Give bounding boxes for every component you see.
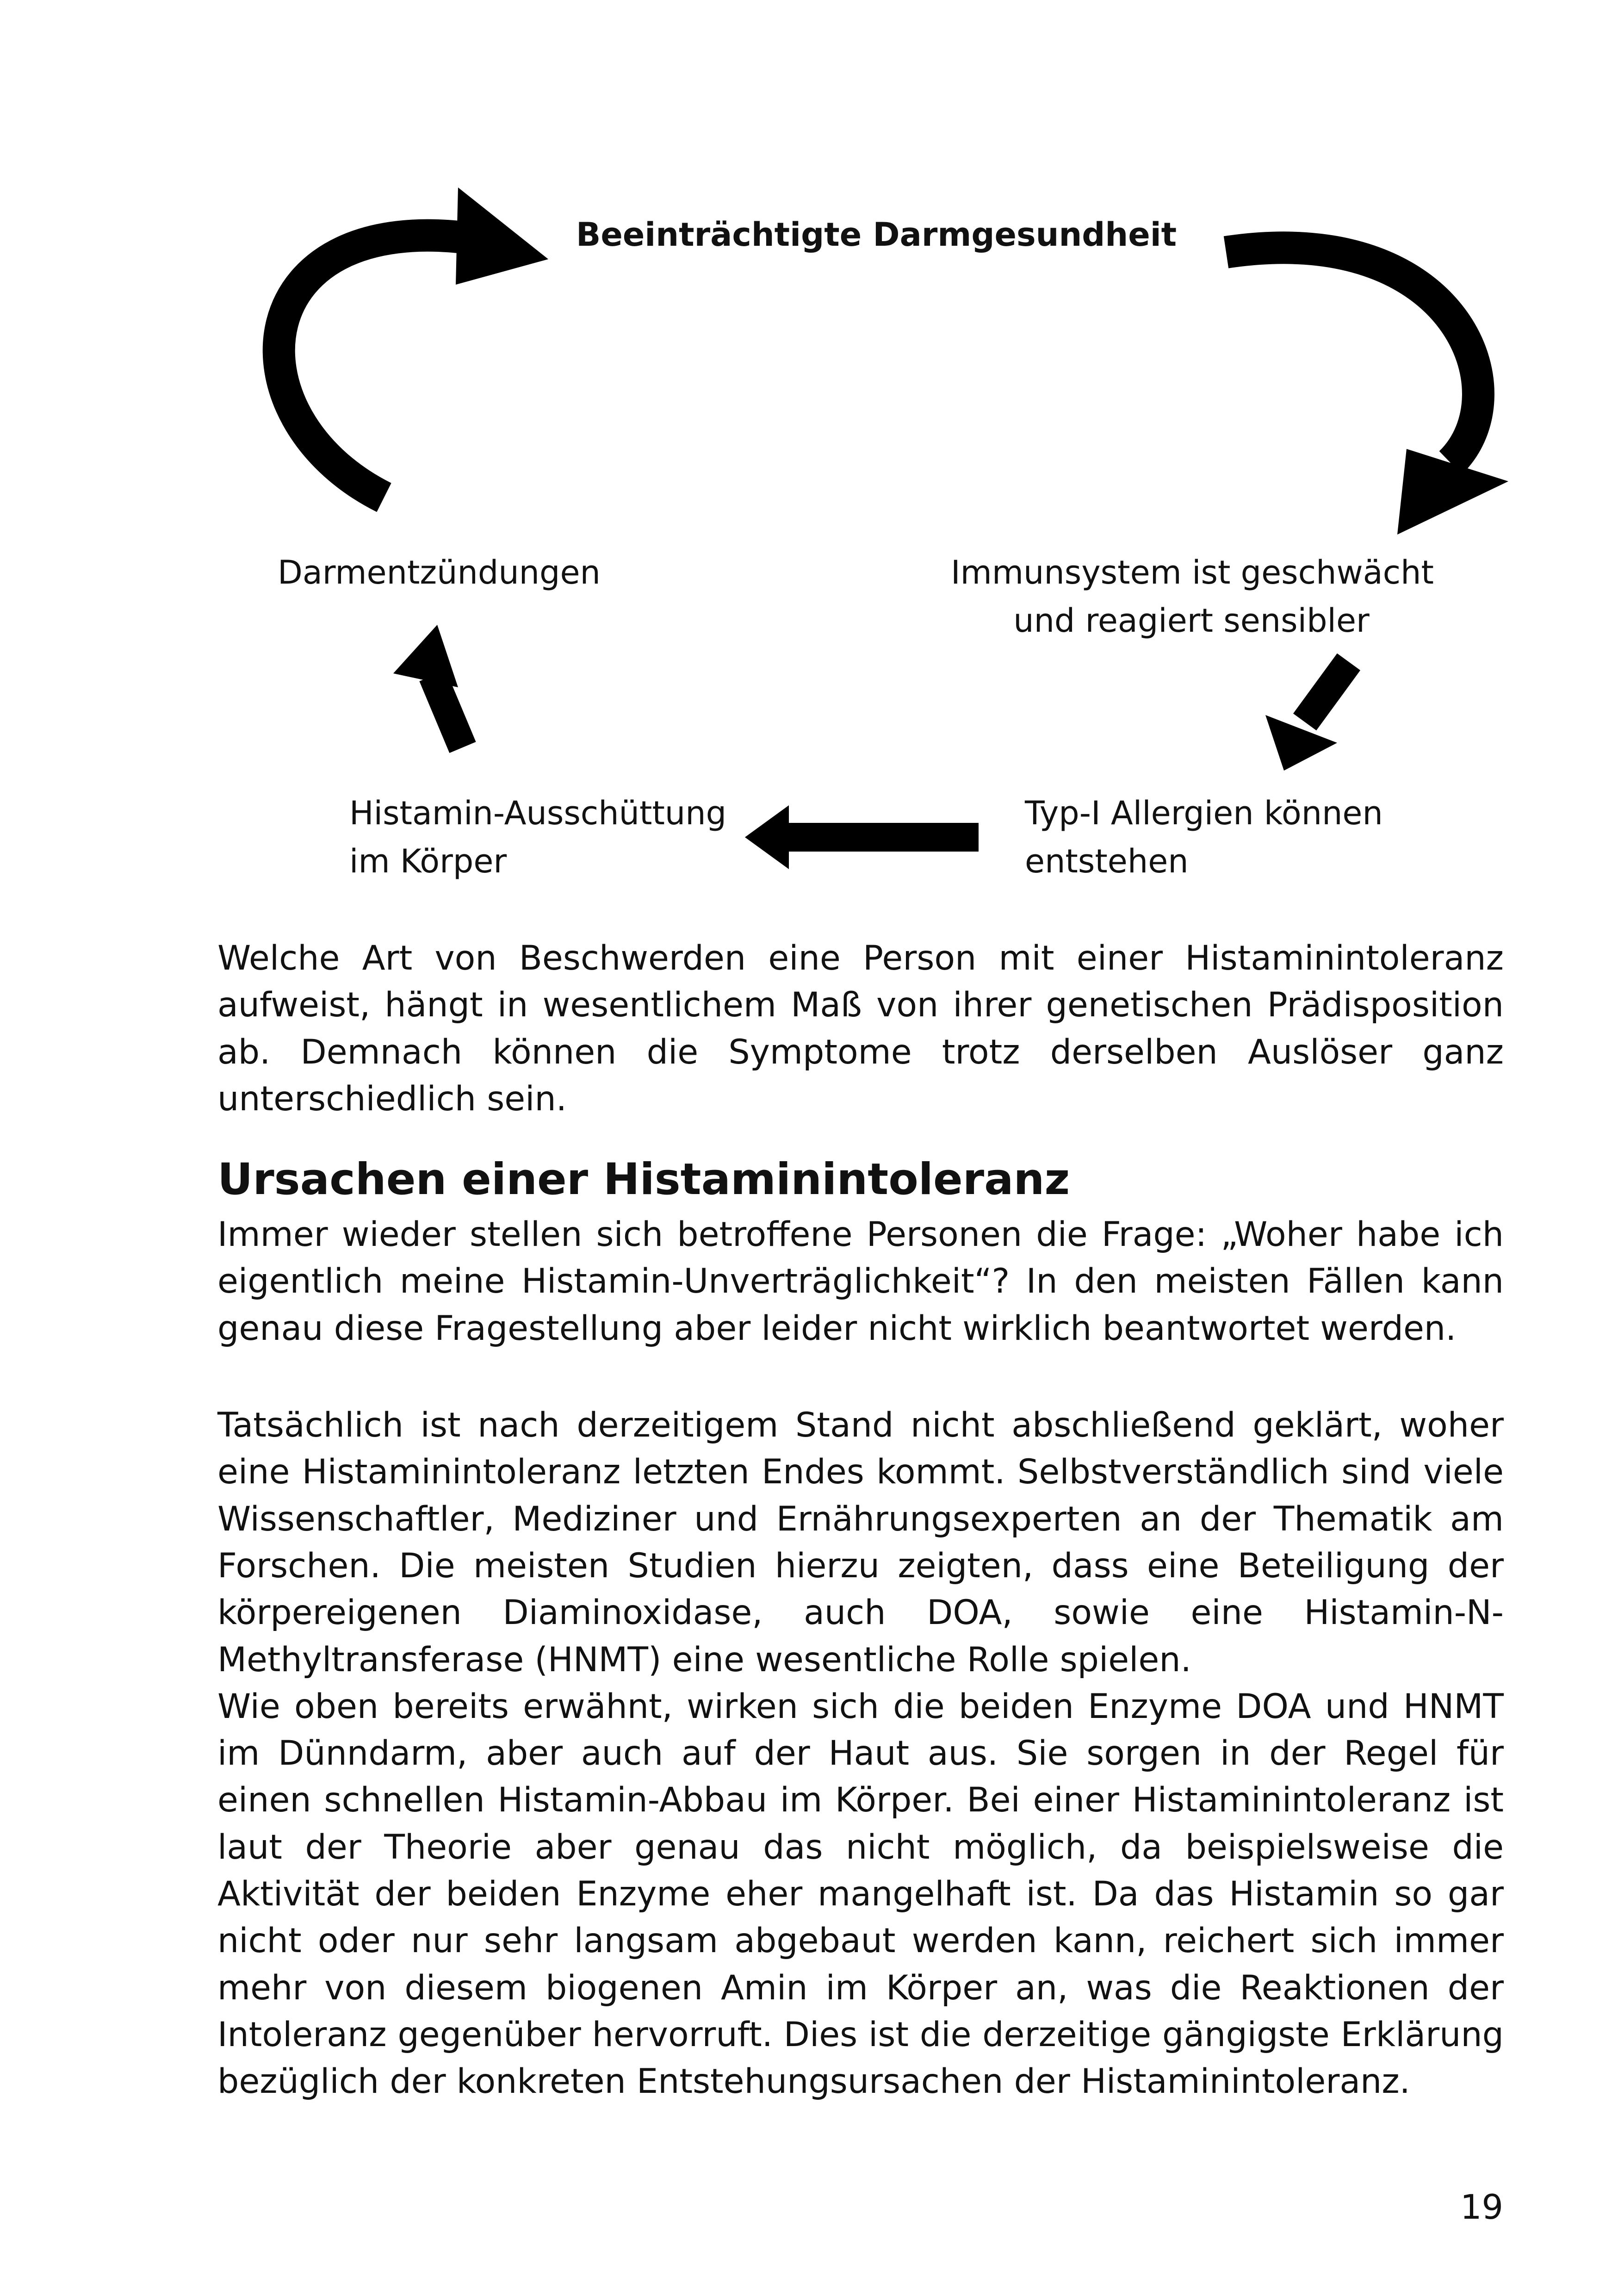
node-type-i-allergies-line-1: Typ-I Allergien können: [1025, 794, 1383, 832]
node-impaired-gut-health: Beeinträchtigte Darmgesundheit: [576, 216, 1177, 254]
page-number: 19: [1460, 2188, 1503, 2227]
node-histamine-release-line-2: im Körper: [349, 842, 507, 880]
arrow-icon: [1265, 662, 1349, 771]
body-paragraph-3: Wie oben bereits erwähnt, wirken sich die beiden Enzyme DOA und HNMT im Dünndarm, aber auch auf der Haut aus. Sie sorgen in der Regel für einen schnellen Histamin-Abbau im Körper. Bei einer Histaminintoleranz ist laut der Theorie aber genau das nicht möglich, da beispielsweise die Aktivität der beiden Enzyme eher mangelhaft ist. Da das Histamin so gar nicht oder nur sehr langsam abgebaut werden kann, reichert sich immer mehr von diesem biogenen Amin im Körper an, was die Reaktionen der Intoleranz gegenüber hervorruft. Dies ist die derzeitige gängigste Erklärung bezüglich der konkreten Entstehungsursachen der Histaminintoleranz.: [217, 1686, 1504, 2102]
node-immune-system-line-1: Immunsystem ist geschwächt: [951, 554, 1434, 591]
node-histamine-release: [349, 789, 726, 885]
curved-arrow-icon: [1226, 248, 1508, 535]
cycle-diagram: [0, 0, 1618, 926]
arrow-icon: [745, 805, 979, 869]
body-paragraph-1: Immer wieder stellen sich betroffene Personen die Frage: „Woher habe ich eigentlich meine Histamin-Unverträglichkeit“? In den meisten Fällen kann genau diese Fragestellung aber leider nicht wirklich beantwortet werden.: [217, 1215, 1504, 1348]
arrow-icon: [393, 625, 463, 747]
node-type-i-allergies-line-2: entstehen: [1025, 842, 1189, 880]
section-heading: Ursachen einer Histaminintoleranz: [217, 1154, 1070, 1205]
node-gut-inflammation: Darmentzündungen: [278, 554, 601, 591]
node-immune-system: [951, 548, 1432, 645]
intro-paragraph: Welche Art von Beschwerden eine Person mit einer Histaminintoleranz aufweist, hängt in wesentlichem Maß von ihrer genetischen Prädisposition ab. Demnach können die Symptome trotz derselben Auslöser ganz unterschiedlich sein.: [217, 939, 1504, 1119]
curved-arrow-icon: [279, 187, 548, 498]
node-immune-system-line-2: und reagiert sensibler: [1013, 602, 1370, 640]
diagram-arrows: [0, 0, 1618, 926]
node-type-i-allergies: [1025, 789, 1383, 885]
body-paragraph-2: Tatsächlich ist nach derzeitigem Stand nicht abschließend geklärt, woher eine Histaminintoleranz letzten Endes kommt. Selbstverständlich sind viele Wissenschaftler, Mediziner und Ernährungsexperten an der Thematik am Forschen. Die meisten Studien hierzu zeigten, dass eine Beteiligung der körpereigenen Diaminoxidase, auch DOA, sowie eine Histamin-N-Methyltransferase (HNMT) eine wesentliche Rolle spielen.: [217, 1406, 1504, 1680]
node-histamine-release-line-1: Histamin-Ausschüttung: [349, 794, 727, 832]
text-body: [217, 935, 1504, 2105]
